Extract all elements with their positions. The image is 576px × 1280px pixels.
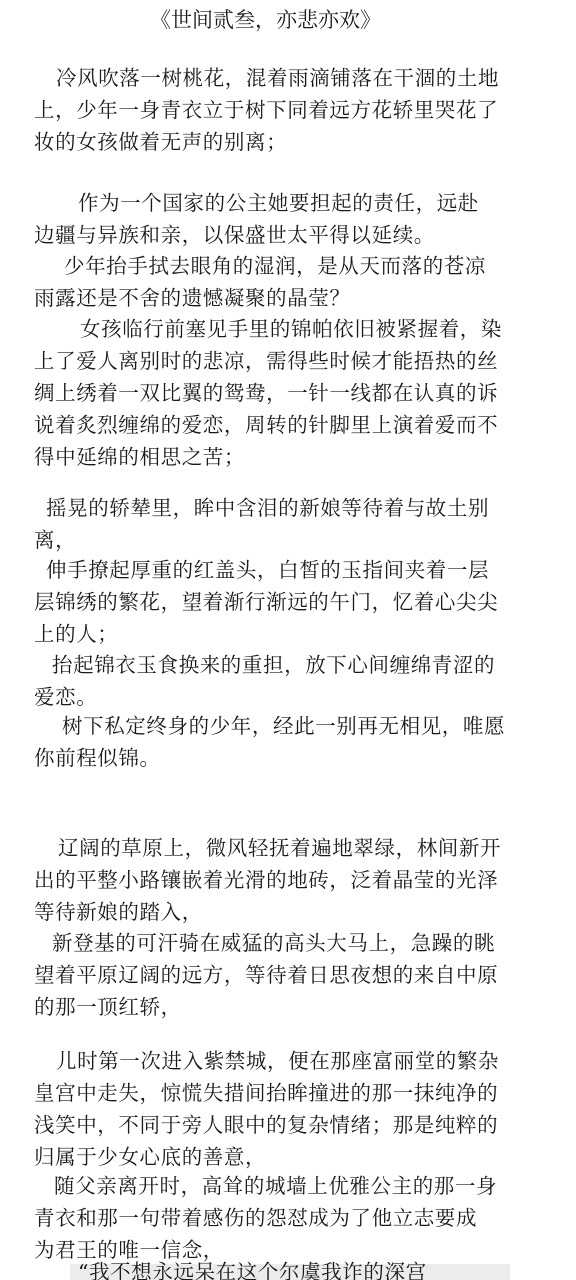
text-line: 你前程似锦。 [34, 746, 161, 770]
text-line: 望着平原辽阔的远方，等待着日思夜想的来自中原 [34, 963, 499, 987]
paragraph [0, 313, 576, 473]
text-line: 儿时第一次进入紫禁城，便在那座富丽堂的繁杂 [56, 1049, 500, 1073]
text-line: 得中延绵的相思之苦； [34, 445, 245, 469]
text-line: 为君王的唯一信念， [34, 1238, 224, 1262]
text-line: 青衣和那一句带着感伤的怨怼成为了他立志要成 [34, 1206, 478, 1230]
text-line: 归属于少女心底的善意， [34, 1145, 267, 1169]
partial-text: “我不想永远呆在这个尔虞我诈的深宫 [78, 1260, 427, 1280]
text-line: 浅笑中，不同于旁人眼中的复杂情绪；那是纯粹的 [34, 1113, 499, 1137]
text-line: 新登基的可汗骑在威猛的高头大马上，急躁的眺 [52, 931, 496, 955]
paragraph [0, 927, 576, 1023]
text-line: 离， [34, 528, 77, 552]
text-line: 等待新娘的踏入， [34, 900, 203, 924]
text-line: 摇晃的轿辇里，眸中含泪的新娘等待着与故土别 [46, 496, 490, 520]
text-line: 随父亲离开时，高耸的城墙上优雅公主的那一身 [54, 1174, 498, 1198]
paragraph [0, 62, 576, 158]
text-line: 说着炙烈缠绵的爱恋，周转的针脚里上演着爱而不 [34, 413, 499, 437]
text-line: 女孩临行前塞见手里的锦帕依旧被紧握着，染 [80, 317, 502, 341]
text-line: 层锦绣的繁花，望着渐行渐远的午门，忆着心尖尖 [34, 590, 499, 614]
text-line: 伸手撩起厚重的红盖头，白皙的玉指间夹着一层 [46, 558, 490, 582]
text-line: 雨露还是不舍的遗憾凝聚的晶莹？ [34, 286, 351, 310]
text-line: 树下私定终身的少年，经此一别再无相见，唯愿 [62, 714, 506, 738]
document-title: 《世间贰叁，亦悲亦欢》 [150, 8, 381, 32]
text-line: 上的人； [34, 622, 119, 646]
paragraph [0, 554, 576, 650]
paragraph [0, 187, 576, 251]
paragraph [0, 250, 576, 314]
text-line: 妆的女孩做着无声的别离； [34, 130, 288, 154]
text-line: 少年抬手拭去眼角的湿润，是从天而落的苍凉 [64, 254, 486, 278]
text-line: 抬起锦衣玉食换来的重担，放下心间缠绵青涩的 [52, 653, 496, 677]
text-line: 的那一顶红轿， [34, 995, 182, 1019]
text-line: 爱恋。 [34, 685, 98, 709]
text-line: 作为一个国家的公主她要担起的责任，远赴 [78, 191, 479, 215]
text-line: 冷风吹落一树桃花，混着雨滴铺落在干涸的土地 [56, 66, 500, 90]
paragraph [0, 649, 576, 713]
text-line: 上，少年一身青衣立于树下同着远方花轿里哭花了 [34, 98, 499, 122]
text-line: 上了爱人离别时的悲凉，需得些时候才能捂热的丝 [34, 349, 499, 373]
text-line: 辽阔的草原上，微风轻抚着遍地翠绿，林间新开 [58, 836, 502, 860]
text-line: 边疆与异族和亲，以保盛世太平得以延续。 [34, 223, 435, 247]
paragraph [0, 710, 576, 774]
paragraph [0, 1170, 576, 1266]
text-line: 绸上绣着一双比翼的鸳鸯，一针一线都在认真的诉 [34, 381, 499, 405]
text-line: 皇宫中走失，惊慌失措间抬眸撞进的那一抹纯净的 [34, 1081, 499, 1105]
text-line: 出的平整小路镶嵌着光滑的地砖，泛着晶莹的光泽 [34, 868, 499, 892]
paragraph [0, 492, 576, 556]
paragraph [0, 832, 576, 928]
paragraph [0, 1045, 576, 1173]
